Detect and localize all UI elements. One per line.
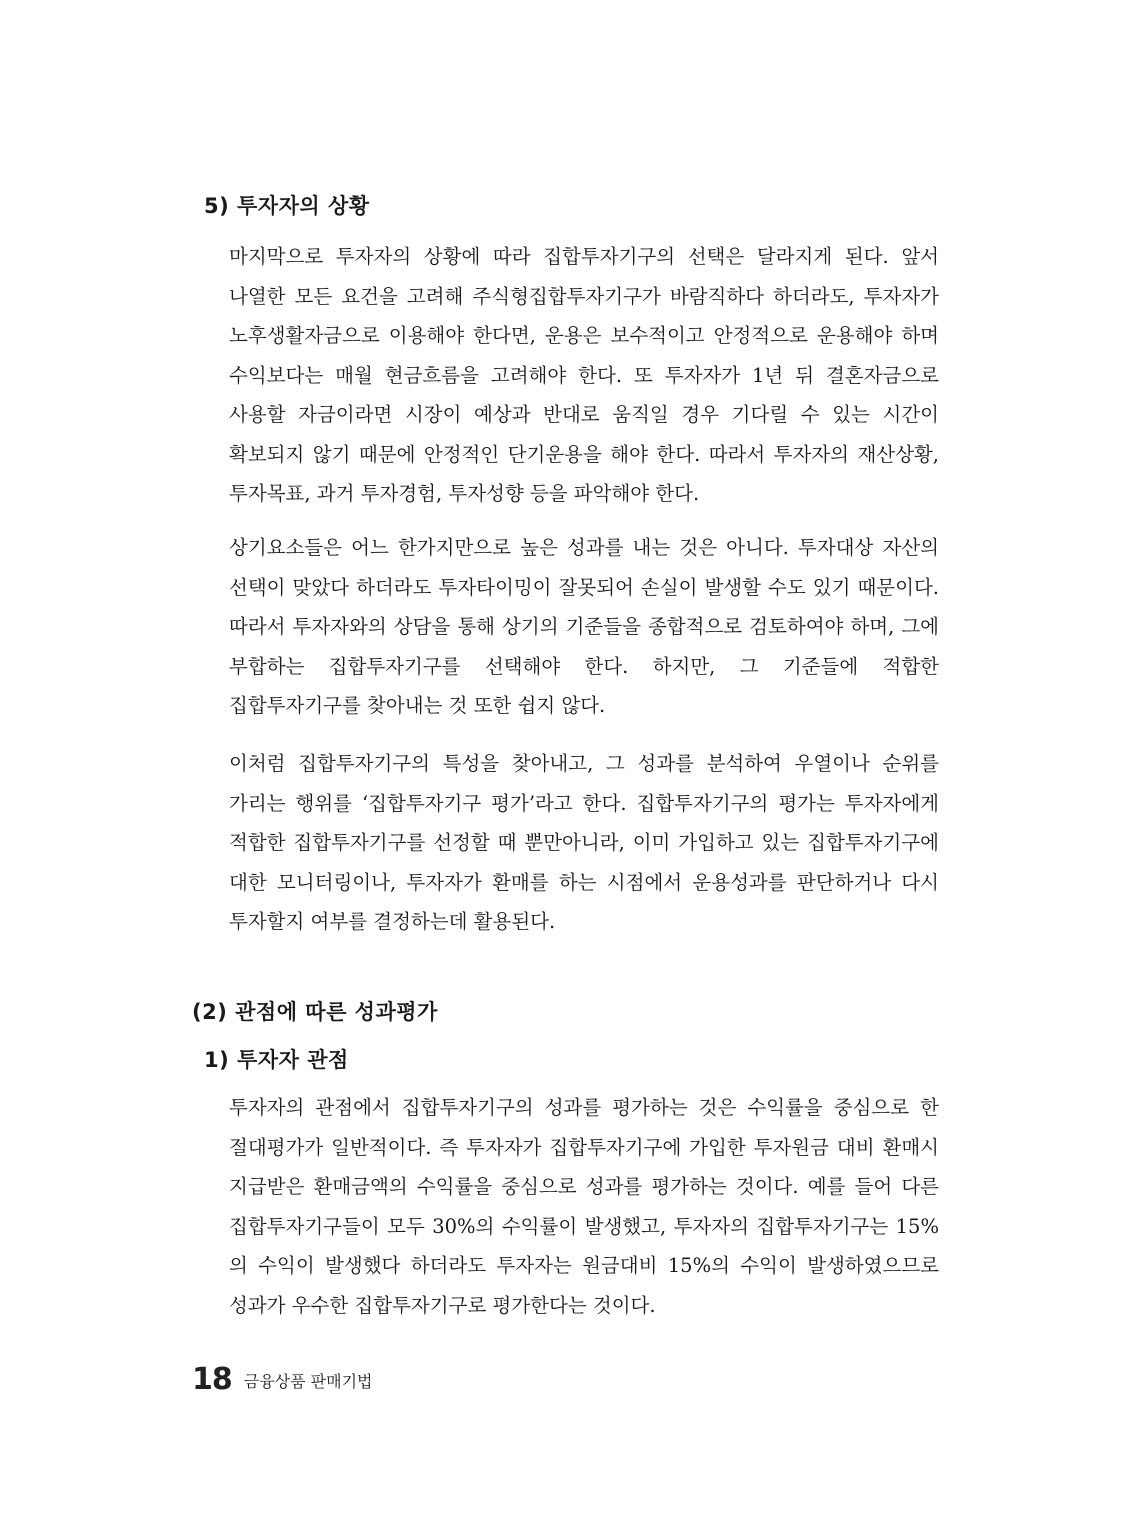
paragraph-investor-situation: 마지막으로 투자자의 상황에 따라 집합투자기구의 선택은 달라지게 된다. 앞서 나열한 모든 요건을 고려해 주식형집합투자기구가 바람직하다 하더라도, 투자자가 노후생활자금으로 이용해야 한다면, 운용은 보수적이고 안정적으로 운용해야 하며 수익보다는 매월 현금흐름을 고려해야 한다. 또 투자자가 1년 뒤 결혼자금으로 사용할 자금이라면 시장이 예상과 반대로 움직일 경우 기다릴 수 있는 시간이 확보되지 않기 때문에 안정적인 단기운용을 해야 한다. 따라서 투자자의 재산상황, 투자목표, 과거 투자경험, 투자성향 등을 파악해야 한다. [229,245,939,505]
paragraph-fund-evaluation: 이처럼 집합투자기구의 특성을 찾아내고, 그 성과를 분석하여 우열이나 순위를 가리는 행위를 ‘집합투자기구 평가’라고 한다. 집합투자기구의 평가는 투자자에게 적합한 집합투자기구를 선정할 때 뿐만아니라, 이미 가입하고 있는 집합투자기구에 대한 모니터링이나, 투자자가 환매를 하는 시점에서 운용성과를 판단하거나 다시 투자할지 여부를 결정하는데 활용된다. [229,752,939,933]
subheading-investor-perspective: 1) 투자자 관점 [204,1048,349,1072]
paragraph-selection-factors: 상기요소들은 어느 한가지만으로 높은 성과를 내는 것은 아니다. 투자대상 자산의 선택이 맞았다 하더라도 투자타이밍이 잘못되어 손실이 발생할 수도 있기 때문이다. 따라서 투자자와의 상담을 통해 상기의 기준들을 종합적으로 검토하여야 하며, 그에 부합하는 집합투자기구를 선택해야 한다. 하지만, 그 기준들에 적합한 집합투자기구를 찾아내는 것 또한 쉽지 않다. [229,536,939,717]
subheading-investor-situation: 5) 투자자의 상황 [204,194,370,218]
book-title: 금융상품 판매기법 [243,1372,373,1391]
paragraph-investor-perspective: 투자자의 관점에서 집합투자기구의 성과를 평가하는 것은 수익률을 중심으로 한 절대평가가 일반적이다. 즉 투자자가 집합투자기구에 가입한 투자원금 대비 환매시 지급받은 환매금액의 수익률을 중심으로 성과를 평가하는 것이다. 예를 들어 다른 집합투자기구들이 모두 30%의 수익률이 발생했고, 투자자의 집합투자기구는 15%의 수익이 발생했다 하더라도 투자자는 원금대비 15%의 수익이 발생하였으므로 성과가 우수한 집합투자기구로 평가한다는 것이다. [229,1096,939,1317]
page-number: 18 [192,1362,232,1397]
section-heading-performance-evaluation: (2) 관점에 따른 성과평가 [192,1000,438,1024]
page-footer [192,1356,372,1396]
